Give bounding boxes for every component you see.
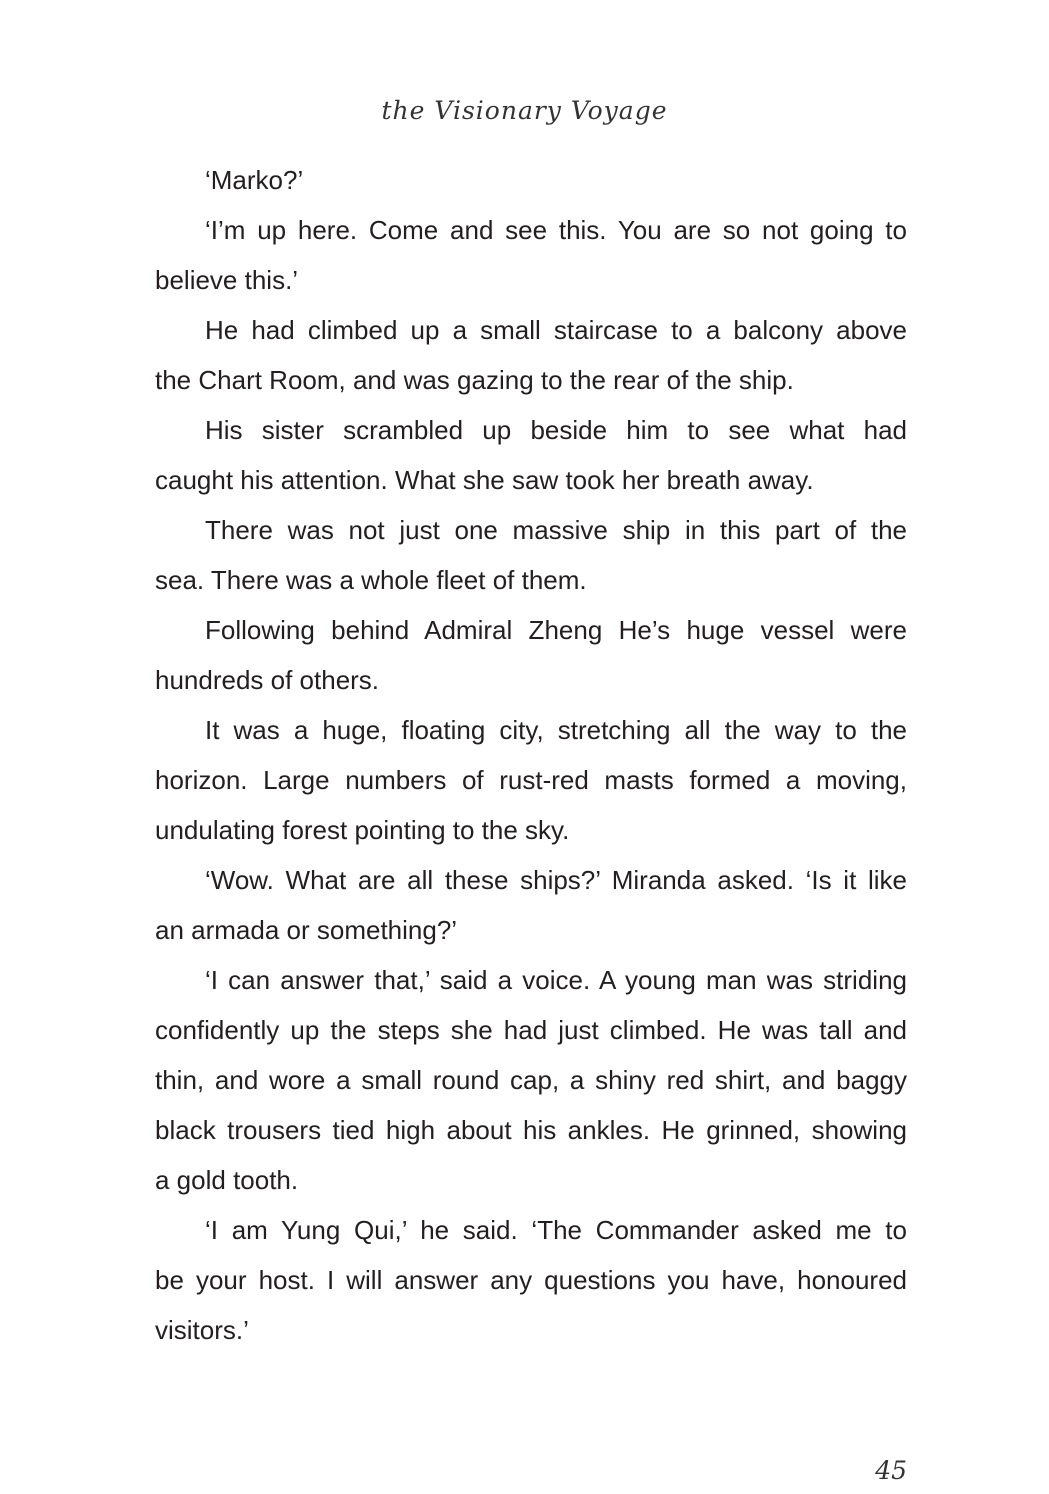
text-line: ‘Marko?’ (205, 165, 304, 195)
paragraph (155, 605, 907, 705)
text-line: be your host. I will answer any questions you have, honoured (155, 1265, 907, 1295)
paragraph (155, 855, 907, 955)
text-line: ‘Wow. What are all these ships?’ Miranda asked. ‘Is it like (205, 865, 907, 895)
text-line: horizon. Large numbers of rust-red masts formed a moving, (155, 765, 907, 795)
text-line: He had climbed up a small staircase to a balcony above (205, 315, 907, 345)
running-header: the Visionary Voyage (381, 96, 668, 125)
text-line: an armada or something?’ (155, 915, 458, 945)
text-line: hundreds of others. (155, 665, 380, 695)
paragraph (155, 505, 907, 605)
text-line: ‘I am Yung Qui,’ he said. ‘The Commander asked me to (205, 1215, 907, 1245)
text-line: thin, and wore a small round cap, a shiny red shirt, and baggy (155, 1065, 907, 1095)
text-line: There was not just one massive ship in this part of the (205, 515, 907, 545)
text-line: His sister scrambled up beside him to see what had (205, 415, 907, 445)
text-line: a gold tooth. (155, 1165, 299, 1195)
paragraph (155, 405, 907, 505)
page-number: 45 (875, 1456, 907, 1485)
text-line: black trousers tied high about his ankles. He grinned, showing (155, 1115, 907, 1145)
paragraph (155, 305, 907, 405)
text-line: It was a huge, floating city, stretching all the way to the (205, 715, 907, 745)
paragraph (155, 205, 907, 305)
text-line: Following behind Admiral Zheng He’s huge vessel were (205, 615, 907, 645)
paragraph (155, 955, 907, 1205)
text-line: undulating forest pointing to the sky. (155, 815, 570, 845)
paragraph (155, 155, 907, 205)
text-line: ‘I can answer that,’ said a voice. A young man was striding (205, 965, 907, 995)
text-line: visitors.’ (155, 1315, 249, 1345)
paragraph (155, 1205, 907, 1355)
text-line: ‘I’m up here. Come and see this. You are so not going to (205, 215, 907, 245)
text-line: the Chart Room, and was gazing to the rear of the ship. (155, 365, 794, 395)
text-line: caught his attention. What she saw took her breath away. (155, 465, 814, 495)
text-line: believe this.’ (155, 265, 299, 295)
paragraph (155, 705, 907, 855)
text-line: confidently up the steps she had just climbed. He was tall and (155, 1015, 907, 1045)
body-text (155, 155, 907, 1355)
text-line: sea. There was a whole fleet of them. (155, 565, 587, 595)
